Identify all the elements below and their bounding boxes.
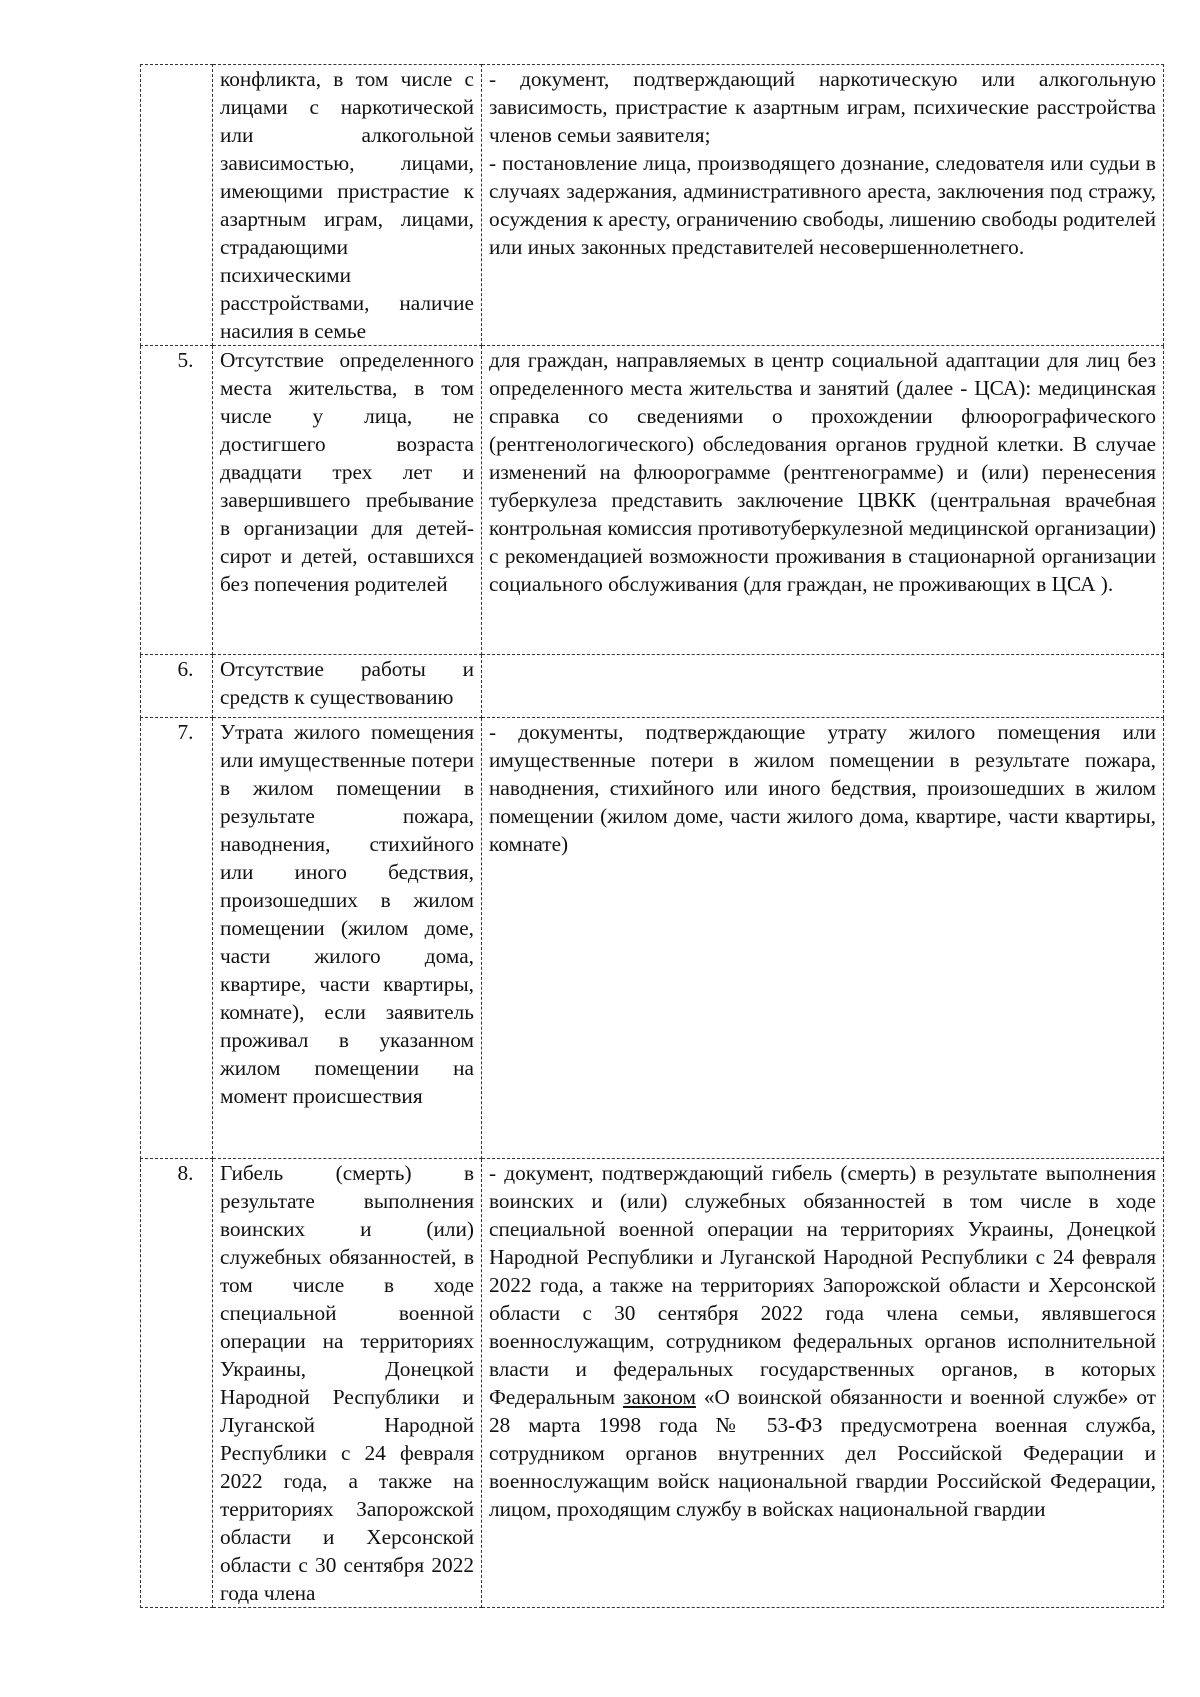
- documents-cell: [482, 655, 1164, 718]
- documents-cell: [482, 346, 1164, 655]
- condition-text: Отсутствие определенного места жительства, в том числе у лица, не достигшего возраста двадцати трех лет и завершившего пребывание в организации для детей-сирот и детей, оставшихся без попечения родителей: [220, 348, 474, 596]
- row-number-cell: [141, 718, 213, 1159]
- condition-text: Утрата жилого помещения или имущественные потери в жилом помещении в результате пожара, наводнения, стихийного или иного бедствия, произошедших в жилом помещении (жилом доме, части жилого дома, квартире, части квартиры, комнате), если заявитель проживал в указанном жилом помещении на момент происшествия: [220, 720, 474, 1108]
- row-number-cell: [141, 1159, 213, 1608]
- condition-text: Отсутствие работы и средств к существованию: [220, 657, 474, 709]
- row-number-cell: [141, 346, 213, 655]
- documents-cell: [482, 1159, 1164, 1608]
- documents-text: - документ, подтверждающий наркотическую или алкогольную зависимость, пристрастие к азартным играм, психические расстройства членов семьи заявителя;: [489, 67, 1156, 147]
- documents-text-start: - документ, подтверждающий гибель (смерть) в результате выполнения воинских и (или) служебных обязанностей в том числе в ходе специальной военной операции на территориях Украины, Донецкой Народной Республики и Луганской Народной Республики с 24 февраля 2022 года, а также на территориях Запорожской области и Херсонской области с 30 сентября 2022 года члена семьи, являвшегося военнослужащим, сотрудником федеральных органов исполнительной власти и федеральных государственных органов, в которых Федеральным: [489, 1161, 1156, 1409]
- row-number-cell: [141, 65, 213, 346]
- row-number: 8.: [177, 1161, 194, 1185]
- table-row: [141, 65, 1164, 346]
- table-row: [141, 718, 1164, 1159]
- documents-text: для граждан, направляемых в центр социальной адаптации для лиц без определенного места жительства и занятий (далее - ЦСА): медицинская справка со сведениями о прохождении флюорографического (рентгенологического) обследования органов грудной клетки. В случае изменений на флюорограмме (рентгенограмме) и (или) перенесения туберкулеза представить заключение ЦВКК (центральная врачебная контрольная комиссия противотуберкулезной медицинской организации) с рекомендацией возможности проживания в стационарной организации социального обслуживания (для граждан, не проживающих в ЦСА ).: [489, 348, 1156, 596]
- table-row: [141, 1159, 1164, 1608]
- condition-cell: [213, 65, 482, 346]
- condition-cell: [213, 718, 482, 1159]
- row-number: 6.: [177, 657, 194, 681]
- condition-cell: [213, 1159, 482, 1608]
- row-number: 5.: [177, 348, 194, 372]
- documents-cell: [482, 65, 1164, 346]
- documents-text: - постановление лица, производящего дознание, следователя или судьи в случаях задержания, административного ареста, заключения под стражу, осуждения к аресту, ограничению свободы, лишению свободы родителей или иных законных представителей несовершеннолетнего.: [489, 151, 1156, 259]
- documents-table: [140, 64, 1164, 1608]
- row-number-cell: [141, 655, 213, 718]
- documents-text-end: «О воинской обязанности и военной службе» от 28 марта 1998 года № 53-ФЗ предусмотрена военная служба, сотрудником органов внутренних дел Российской Федерации и военнослужащим войск национальной гвардии Российской Федерации, лицом, проходящим службу в войсках национальной гвардии: [489, 1385, 1156, 1521]
- table-row: [141, 655, 1164, 718]
- condition-cell: [213, 346, 482, 655]
- documents-cell: [482, 718, 1164, 1159]
- condition-text: Гибель (смерть) в результате выполнения воинских и (или) служебных обязанностей, в том числе в ходе специальной военной операции на территориях Украины, Донецкой Народной Республики и Луганской Народной Республики с 24 февраля 2022 года, а также на территориях Запорожской области и Херсонской области с 30 сентября 2022 года члена: [220, 1161, 474, 1605]
- documents-text: [489, 1159, 1156, 1523]
- condition-text: конфликта, в том числе с лицами с наркотической или алкогольной зависимостью, лицами, имеющими пристрастие к азартным играм, лицами, страдающими психическими расстройствами, наличие насилия в семье: [220, 67, 474, 343]
- row-number: 7.: [177, 720, 194, 744]
- documents-text: - документы, подтверждающие утрату жилого помещения или имущественные потери в жилом помещении в результате пожара, наводнения, стихийного или иного бедствия, произошедших в жилом помещении (жилом доме, части жилого дома, квартире, части квартиры, комнате): [489, 720, 1156, 856]
- condition-cell: [213, 655, 482, 718]
- law-link[interactable]: законом: [623, 1385, 696, 1409]
- table-row: [141, 346, 1164, 655]
